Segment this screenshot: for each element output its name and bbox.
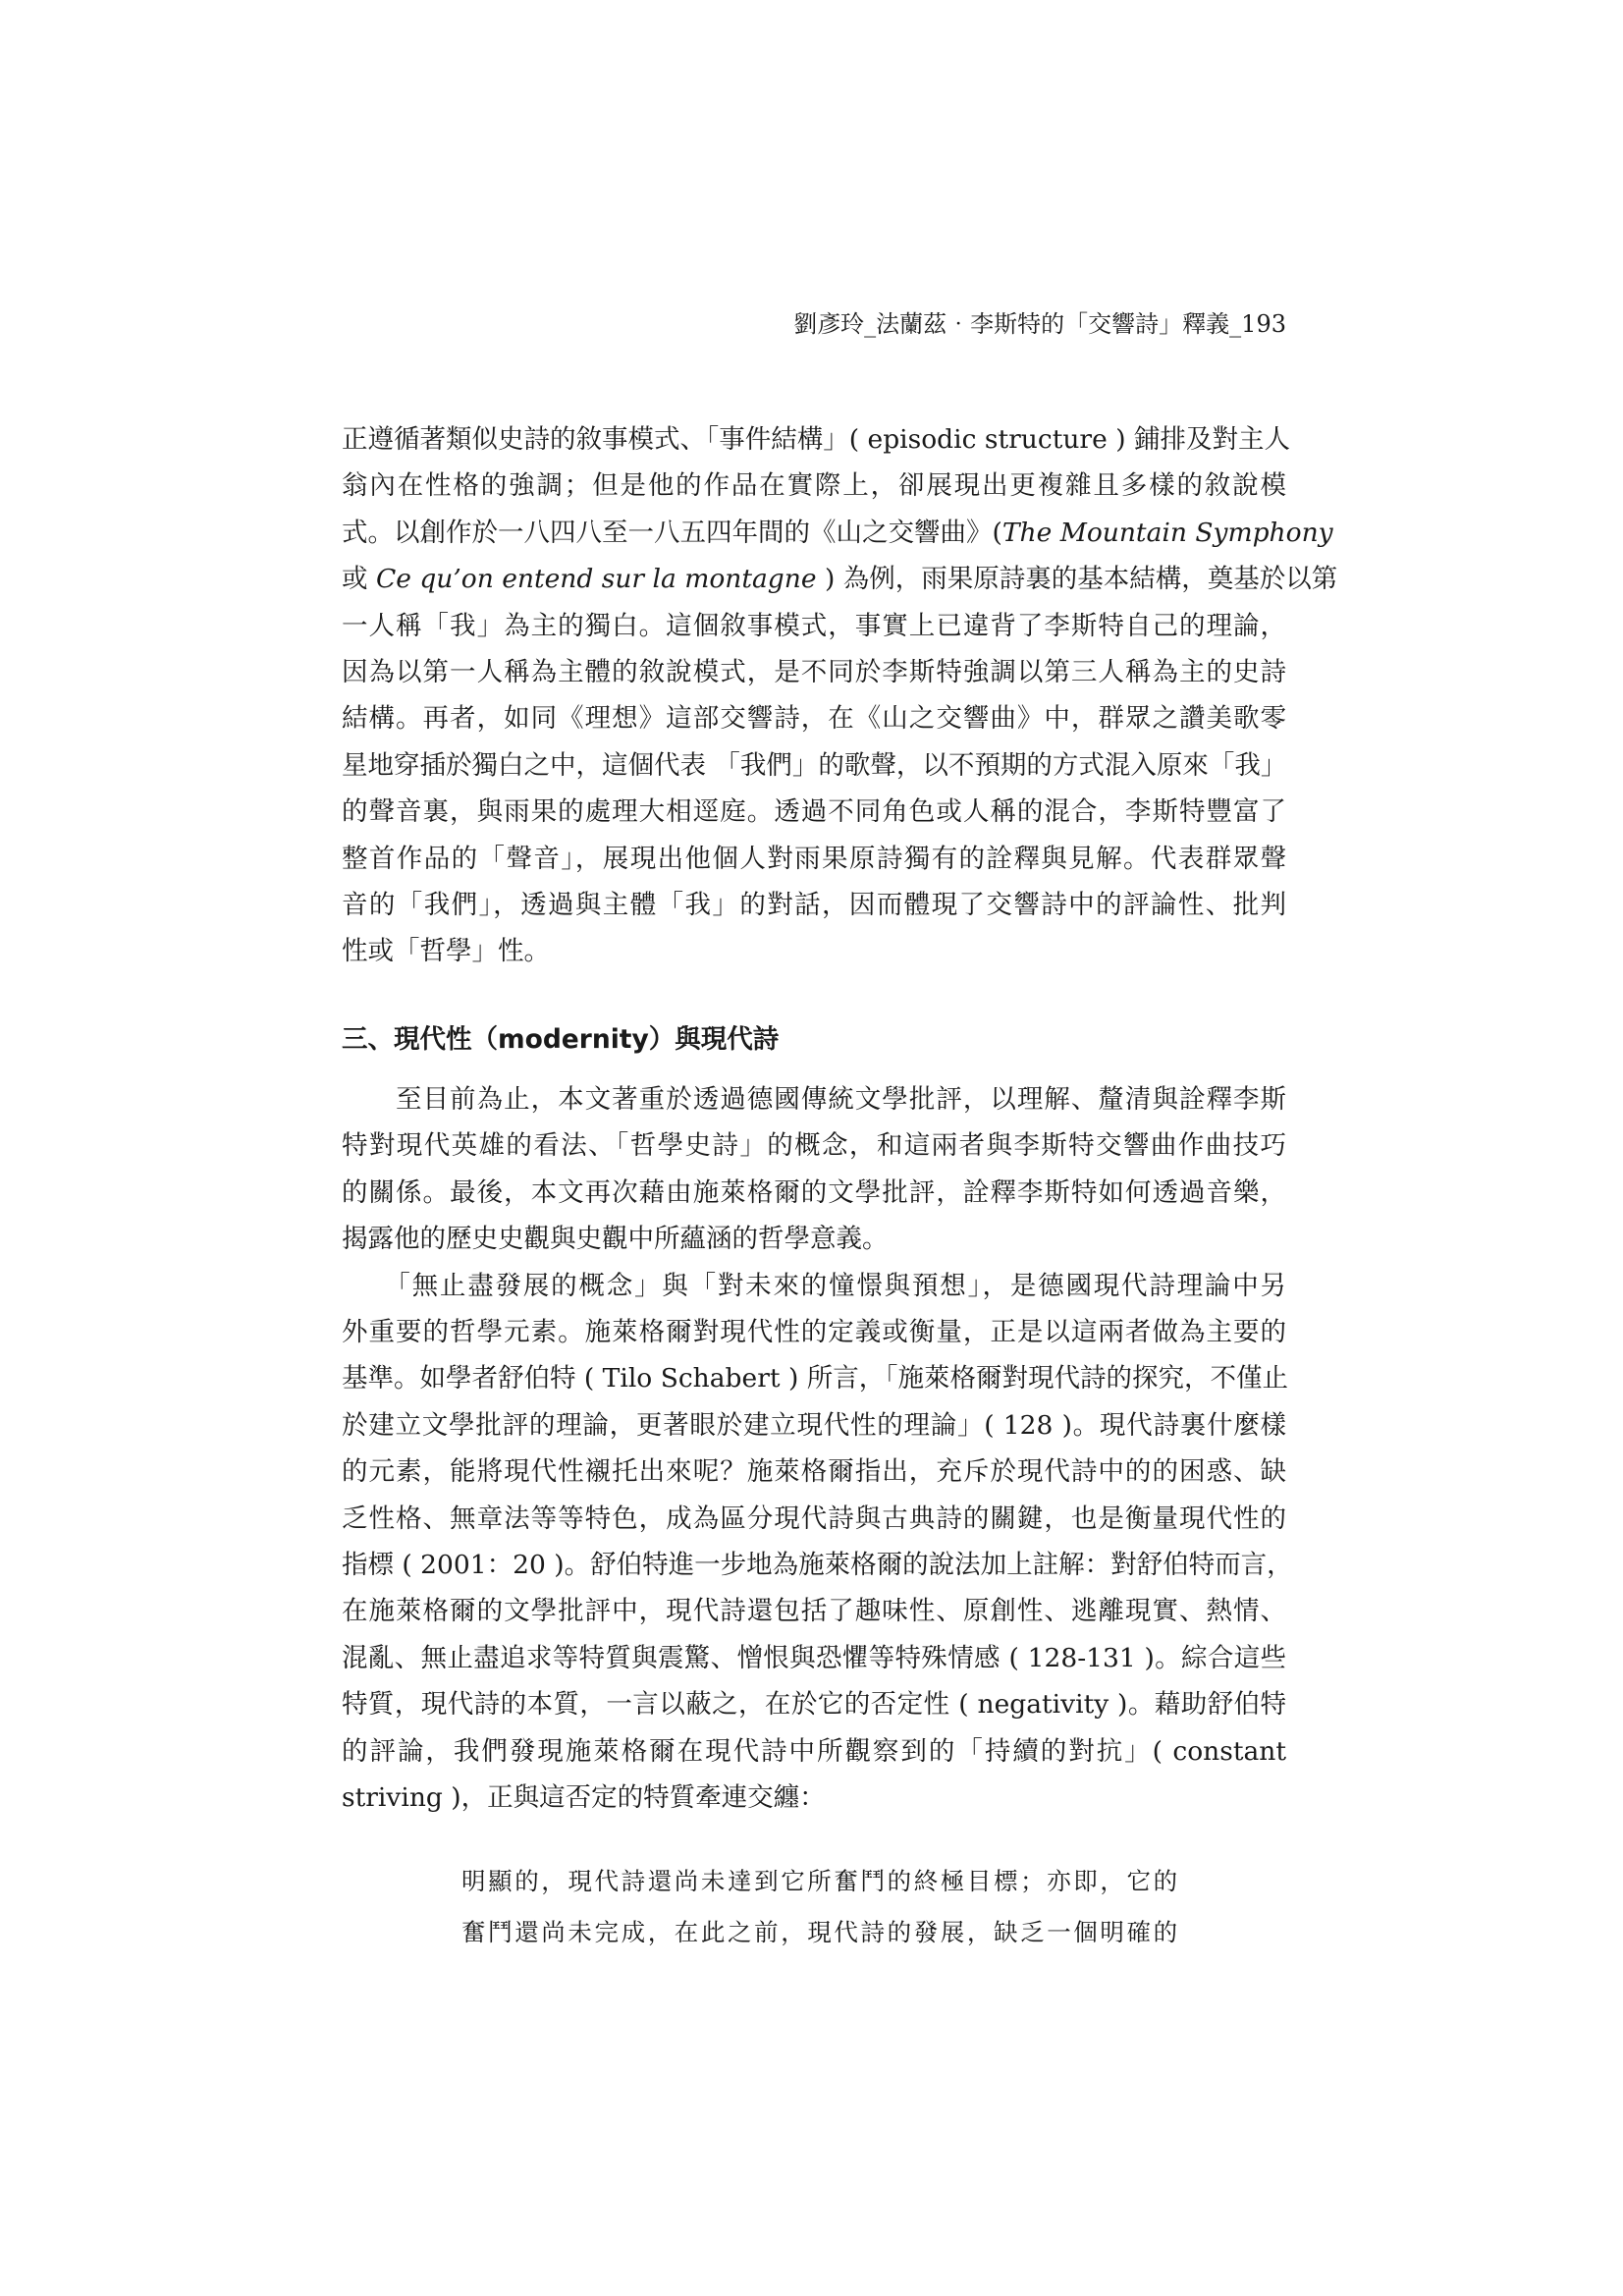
section-heading: 三、現代性（modernity）與現代詩 xyxy=(342,1023,780,1055)
text-line: 指標 ( 2001：20 )。舒伯特進一步地為施萊格爾的說法加上註解：對舒伯特而言， xyxy=(342,1549,1293,1580)
text-line: 至目前為止，本文著重於透過德國傳統文學批評，以理解、釐清與詮釋李斯 xyxy=(342,1083,1286,1115)
quote-line: 奮鬥還尚未完成，在此之前，現代詩的發展，缺乏一個明確的 xyxy=(461,1918,1180,1946)
text-line: 混亂、無止盡追求等特質與震驚、憎恨與恐懼等特殊情感 ( 128-131 )。綜合這些 xyxy=(342,1642,1286,1673)
italic-title: The Mountain Symphony xyxy=(1001,517,1333,548)
text-line: 結構。再者，如同《理想》這部交響詩，在《山之交響曲》中，群眾之讚美歌零 xyxy=(342,703,1286,735)
text-line: 音的「我們」，透過與主體「我」的對話，因而體現了交響詩中的評論性、批判 xyxy=(342,890,1286,921)
block-quote xyxy=(461,1856,1216,1958)
italic-title: Ce qu’on entend sur la montagne xyxy=(375,564,817,595)
text-line: 的關係。最後，本文再次藉由施萊格爾的文學批評，詮釋李斯特如何透過音樂， xyxy=(342,1176,1286,1208)
text-line: 整首作品的「聲音」，展現出他個人對雨果原詩獨有的詮釋與見解。代表群眾聲 xyxy=(342,843,1286,874)
text-line: 外重要的哲學元素。施萊格爾對現代性的定義或衡量，正是以這兩者做為主要的 xyxy=(342,1316,1286,1347)
text-line xyxy=(342,510,1333,556)
running-header: 劉彥玲_法蘭茲‧李斯特的「交響詩」釋義_193 xyxy=(793,310,1286,338)
text-line: 基準。如學者舒伯特 ( Tilo Schabert ) 所言，「施萊格爾對現代詩的探究，不僅止 xyxy=(342,1363,1288,1394)
text-line: 「無止盡發展的概念」與「對未來的憧憬與預想」，是德國現代詩理論中另 xyxy=(342,1270,1286,1301)
text-line: 的聲音裏，與雨果的處理大相逕庭。透過不同角色或人稱的混合，李斯特豐富了 xyxy=(342,796,1286,828)
quote-line: 明顯的，現代詩還尚未達到它所奮鬥的終極目標；亦即，它的 xyxy=(461,1867,1180,1895)
paragraph-2 xyxy=(342,1076,1286,1263)
text-line: 星地穿插於獨白之中，這個代表 「我們」的歌聲，以不預期的方式混入原來「我」 xyxy=(342,749,1287,781)
text-line: 一人稱「我」為主的獨白。這個敘事模式，事實上已違背了李斯特自己的理論， xyxy=(342,610,1286,641)
text-line: striving )，正與這否定的特質牽連交纏： xyxy=(342,1781,826,1813)
text-line xyxy=(342,556,1338,602)
text-line: 性或「哲學」性。 xyxy=(342,936,550,967)
text-line: 在施萊格爾的文學批評中，現代詩還包括了趣味性、原創性、逃離現實、熱情、 xyxy=(342,1596,1286,1627)
body-text xyxy=(342,416,1338,1821)
text-line: 乏性格、無章法等等特色，成為區分現代詩與古典詩的關鍵，也是衡量現代性的 xyxy=(342,1503,1286,1534)
text-line: 特對現代英雄的看法、「哲學史詩」的概念，和這兩者與李斯特交響曲作曲技巧 xyxy=(342,1130,1286,1162)
paragraph-1 xyxy=(342,416,1338,975)
text-run: 或 xyxy=(342,564,376,595)
paragraph-3 xyxy=(342,1263,1293,1822)
text-line: 於建立文學批評的理論，更著眼於建立現代性的理論」( 128 )。現代詩裏什麼樣 xyxy=(342,1409,1286,1441)
text-line: 揭露他的歷史史觀與史觀中所蘊涵的哲學意義。 xyxy=(342,1224,889,1255)
text-line: 特質，現代詩的本質，一言以蔽之，在於它的否定性 ( negativity )。藉助舒伯特 xyxy=(342,1689,1286,1721)
text-line: 翁內在性格的強調；但是他的作品在實際上，卻展現出更複雜且多樣的敘說模 xyxy=(342,470,1286,502)
text-line: 的元素，能將現代性襯托出來呢？施萊格爾指出，充斥於現代詩中的的困惑、缺 xyxy=(342,1456,1286,1488)
text-run: ) 為例，雨果原詩裏的基本結構，奠基於以第 xyxy=(816,564,1338,595)
text-line: 正遵循著類似史詩的敘事模式、「事件結構」( episodic structure ) 鋪排及對主人 xyxy=(342,424,1290,455)
text-line: 的評論，我們發現施萊格爾在現代詩中所觀察到的「持續的對抗」( constant xyxy=(342,1735,1286,1767)
text-run: 式。以創作於一八四八至一八五四年間的《山之交響曲》( xyxy=(342,517,1002,548)
text-line: 因為以第一人稱為主體的敘說模式，是不同於李斯特強調以第三人稱為主的史詩 xyxy=(342,657,1286,688)
